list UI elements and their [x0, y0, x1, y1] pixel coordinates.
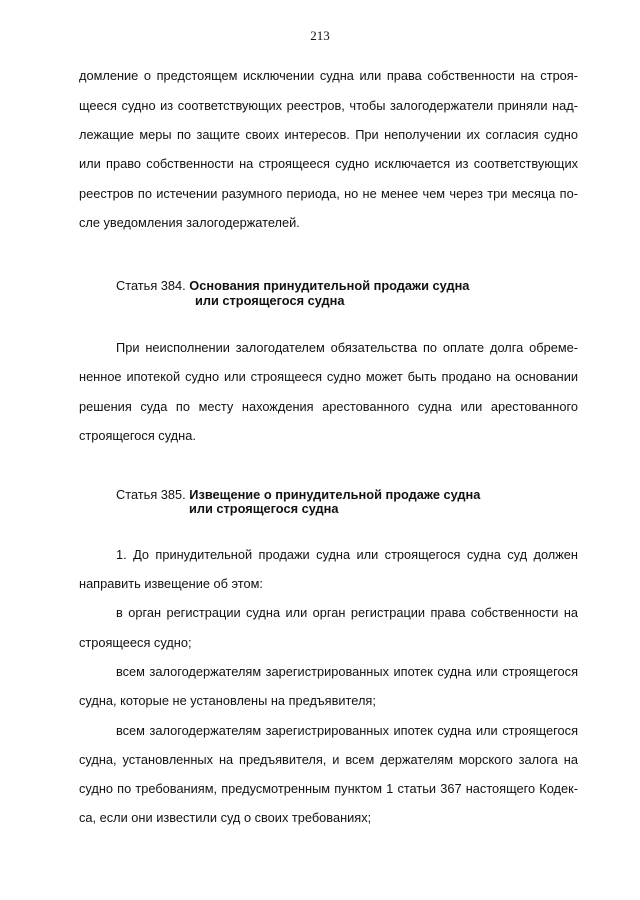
text-line: щееся судно из соответствующих реестров, чтобы залогодержатели приняли над-: [79, 98, 578, 113]
page-number: 213: [310, 28, 330, 43]
article-384-title-line2: или строящегося судна: [195, 293, 345, 308]
text-line: При неисполнении залогодателем обязательства по оплате долга обреме-: [116, 340, 578, 355]
text-line: строящееся судно;: [79, 635, 192, 650]
text-line: 1. До принудительной продажи судна или строящегося судна суд должен: [116, 547, 578, 562]
article-384-title-line1: Основания принудительной продажи судна: [189, 278, 470, 293]
article-385-prefix: Статья 385.: [116, 487, 186, 502]
text-line: судна, которые не установлены на предъявителя;: [79, 693, 376, 708]
text-line: лежащие меры по защите своих интересов. При неполучении их согласия судно: [79, 127, 578, 142]
article-385-title-line2: или строящегося судна: [189, 501, 339, 516]
text-line: домление о предстоящем исключении судна или права собственности на строя-: [79, 68, 578, 83]
article-385-title-line1: Извещение о принудительной продаже судна: [189, 487, 481, 502]
article-384-prefix: Статья 384.: [116, 278, 186, 293]
text-line: всем залогодержателям зарегистрированных ипотек судна или строящегося: [116, 664, 578, 679]
text-line: решения суда по месту нахождения арестованного судна или арестованного: [79, 399, 578, 414]
text-line: в орган регистрации судна или орган регистрации права собственности на: [116, 605, 578, 620]
text-line: ненное ипотекой судно или строящееся судно может быть продано на основании: [79, 369, 578, 384]
text-line: направить извещение об этом:: [79, 576, 263, 591]
text-line: судна, установленных на предъявителя, и всем держателям морского залога на: [79, 752, 578, 767]
text-line: судно по требованиям, предусмотренным пунктом 1 статьи 367 настоящего Кодек-: [79, 781, 578, 796]
text-line: реестров по истечении разумного периода, но не менее чем через три месяца по-: [79, 186, 578, 201]
text-line: строящегося судна.: [79, 428, 196, 443]
text-line: или право собственности на строящееся судно исключается из соответствующих: [79, 156, 578, 171]
text-line: са, если они известили суд о своих требованиях;: [79, 810, 372, 825]
text-line: всем залогодержателям зарегистрированных ипотек судна или строящегося: [116, 723, 578, 738]
text-line: сле уведомления залогодержателей.: [79, 215, 300, 230]
